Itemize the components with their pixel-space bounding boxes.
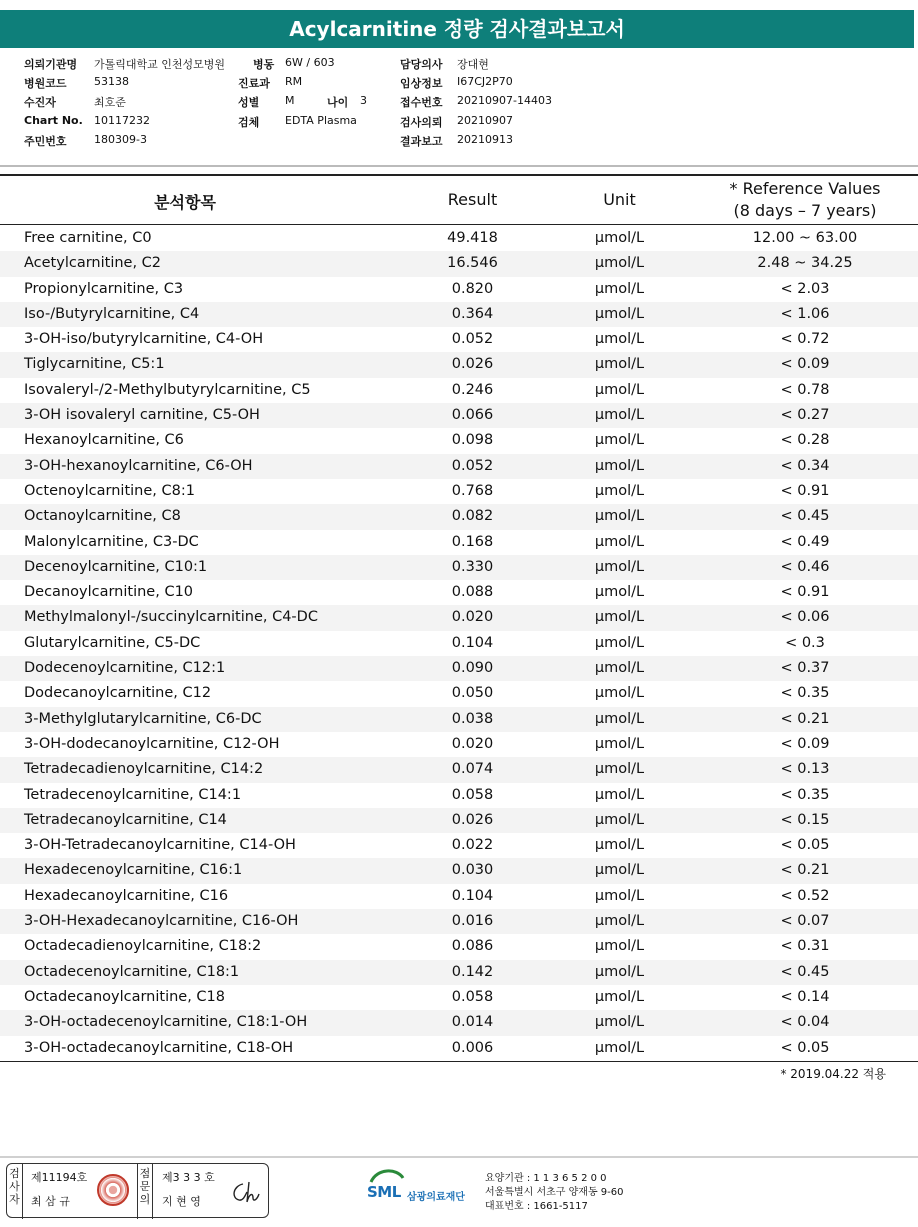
analyte-name: Iso-/Butyrylcarnitine, C4 <box>24 305 200 322</box>
unit-value: μmol/L <box>594 255 645 272</box>
reference-value: < 0.37 <box>780 660 830 677</box>
analyte-name: 3-OH isovaleryl carnitine, C5-OH <box>24 407 260 424</box>
unit-value: μmol/L <box>594 1039 645 1056</box>
results-table-header <box>0 176 918 224</box>
patient-info-section <box>0 56 918 164</box>
table-row <box>0 555 918 580</box>
reference-value: < 0.72 <box>780 331 830 348</box>
analyte-name: Octenoylcarnitine, C8:1 <box>24 482 195 499</box>
analyte-name: Isovaleryl-/2-Methylbutyrylcarnitine, C5 <box>24 381 311 398</box>
institution-value: 가톨릭대학교 인천성모병원 <box>94 58 226 71</box>
analyte-name: 3-OH-octadecenoylcarnitine, C18:1-OH <box>24 1014 308 1031</box>
unit-value: μmol/L <box>594 1014 645 1031</box>
unit-value: μmol/L <box>594 913 645 930</box>
result-value: 0.030 <box>451 862 494 879</box>
analyte-name: Octanoylcarnitine, C8 <box>24 508 181 525</box>
table-row <box>0 251 918 276</box>
unit-value: μmol/L <box>594 634 645 651</box>
footnote: * 2019.04.22 적용 <box>780 1067 886 1081</box>
specimen-label: 검체 <box>238 116 260 129</box>
resident-id-label: 주민번호 <box>24 135 67 148</box>
analyte-name: Tetradecenoylcarnitine, C14:1 <box>24 786 242 803</box>
result-value: 0.020 <box>451 735 494 752</box>
info-row <box>0 133 918 151</box>
table-row <box>0 909 918 934</box>
table-row <box>0 605 918 630</box>
result-value: 0.330 <box>451 558 494 575</box>
unit-value: μmol/L <box>594 609 645 626</box>
reference-value: < 0.09 <box>780 735 830 752</box>
result-value: 0.104 <box>451 887 494 904</box>
table-row <box>0 631 918 656</box>
table-row <box>0 960 918 985</box>
result-value: 0.082 <box>451 508 494 525</box>
table-row <box>0 352 918 377</box>
results-table-body <box>0 226 918 1061</box>
analyte-name: Tetradecanoylcarnitine, C14 <box>24 811 227 828</box>
reference-value: < 0.05 <box>780 1039 830 1056</box>
unit-value: μmol/L <box>594 963 645 980</box>
table-row <box>0 428 918 453</box>
reviewer-label: 점문의 <box>137 1164 153 1219</box>
result-value: 0.168 <box>451 533 494 550</box>
reference-value: < 0.13 <box>780 761 830 778</box>
table-row <box>0 302 918 327</box>
age-label: 나이 <box>327 96 349 109</box>
official-seal <box>97 1174 129 1206</box>
reference-value: < 0.05 <box>780 837 830 854</box>
clinical-info-label: 임상정보 <box>400 77 443 90</box>
unit-value: μmol/L <box>594 761 645 778</box>
table-row <box>0 277 918 302</box>
table-row <box>0 757 918 782</box>
analyte-name: 3-OH-Hexadecanoylcarnitine, C16-OH <box>24 913 299 930</box>
header-rule <box>0 224 918 225</box>
result-value: 0.020 <box>451 609 494 626</box>
signature-box <box>6 1163 269 1218</box>
table-row <box>0 530 918 555</box>
analyte-name: 3-Methylglutarylcarnitine, C6-DC <box>24 710 262 727</box>
department-value: RM <box>285 75 303 88</box>
unit-value: μmol/L <box>594 356 645 373</box>
result-value: 0.088 <box>451 584 494 601</box>
reference-value: < 0.07 <box>780 913 830 930</box>
reference-value: < 0.35 <box>780 685 830 702</box>
analyte-name: Malonylcarnitine, C3-DC <box>24 533 199 550</box>
unit-value: μmol/L <box>594 988 645 1005</box>
report-date-value: 20210913 <box>457 133 513 146</box>
lab-contact <box>485 1172 624 1214</box>
analyte-name: 3-OH-iso/butyrylcarnitine, C4-OH <box>24 331 264 348</box>
lab-name: 삼광의료재단 <box>407 1192 465 1203</box>
table-row <box>0 833 918 858</box>
reference-value: < 0.78 <box>780 381 830 398</box>
report-date-label: 결과보고 <box>400 135 443 148</box>
analyte-name: Tiglycarnitine, C5:1 <box>24 356 165 373</box>
table-row <box>0 1010 918 1035</box>
info-row <box>0 94 918 112</box>
table-row <box>0 454 918 479</box>
unit-value: μmol/L <box>594 887 645 904</box>
reference-value: < 0.52 <box>780 887 830 904</box>
result-value: 0.058 <box>451 988 494 1005</box>
reviewer-info <box>162 1166 215 1214</box>
chart-value: 10117232 <box>94 114 150 127</box>
result-value: 0.098 <box>451 432 494 449</box>
header-reference-line1: * Reference Values <box>729 179 881 198</box>
result-value: 0.246 <box>451 381 494 398</box>
reference-value: < 0.31 <box>780 938 830 955</box>
reference-value: < 1.06 <box>780 305 830 322</box>
unit-value: μmol/L <box>594 305 645 322</box>
table-row <box>0 783 918 808</box>
result-value: 16.546 <box>447 255 498 272</box>
institution-label: 의뢰기관명 <box>24 58 78 71</box>
analyte-name: 3-OH-octadecanoylcarnitine, C18-OH <box>24 1039 294 1056</box>
analyte-name: Decenoylcarnitine, C10:1 <box>24 558 208 575</box>
ward-label: 병동 <box>253 58 275 71</box>
receipt-value: 20210907-14403 <box>457 94 552 107</box>
unit-value: μmol/L <box>594 710 645 727</box>
result-value: 0.038 <box>451 710 494 727</box>
examiner-label: 검사자 <box>7 1164 23 1219</box>
table-row <box>0 1036 918 1061</box>
unit-value: μmol/L <box>594 457 645 474</box>
reference-value: < 0.15 <box>780 811 830 828</box>
receipt-label: 접수번호 <box>400 96 443 109</box>
unit-value: μmol/L <box>594 230 645 246</box>
analyte-name: Octadecanoylcarnitine, C18 <box>24 988 226 1005</box>
reference-value: < 0.3 <box>785 634 825 651</box>
table-row <box>0 732 918 757</box>
clinical-info-value: I67CJ2P70 <box>457 75 513 88</box>
table-row <box>0 479 918 504</box>
result-value: 0.050 <box>451 685 494 702</box>
unit-value: μmol/L <box>594 533 645 550</box>
reference-value: < 0.49 <box>780 533 830 550</box>
header-unit: Unit <box>603 190 636 209</box>
analyte-name: Dodecenoylcarnitine, C12:1 <box>24 660 226 677</box>
unit-value: μmol/L <box>594 508 645 525</box>
age-value: 3 <box>360 94 367 107</box>
table-row <box>0 403 918 428</box>
result-value: 0.074 <box>451 761 494 778</box>
reference-value: < 0.34 <box>780 457 830 474</box>
table-row <box>0 884 918 909</box>
unit-value: μmol/L <box>594 837 645 854</box>
result-value: 0.104 <box>451 634 494 651</box>
header-item: 분석항목 <box>154 193 216 212</box>
reference-value: < 0.14 <box>780 988 830 1005</box>
result-value: 0.016 <box>451 913 494 930</box>
sml-logo-mark <box>367 1168 407 1184</box>
doctor-label: 담당의사 <box>400 58 443 71</box>
divider <box>0 165 918 167</box>
table-row <box>0 808 918 833</box>
examiner-license: 제11194호 <box>31 1171 88 1184</box>
care-institution-code: 요양기관 : 1 1 3 6 5 2 0 0 <box>485 1173 607 1184</box>
reference-value: < 0.28 <box>780 432 830 449</box>
reference-value: < 0.06 <box>780 609 830 626</box>
reference-value: < 0.21 <box>780 862 830 879</box>
result-value: 0.142 <box>451 963 494 980</box>
specimen-value: EDTA Plasma <box>285 114 357 127</box>
reference-value: < 0.45 <box>780 508 830 525</box>
recipient-value: 최호준 <box>94 96 126 109</box>
ward-value: 6W / 603 <box>285 56 335 69</box>
reviewer-license: 제3 3 3 호 <box>162 1171 215 1184</box>
result-value: 0.022 <box>451 837 494 854</box>
unit-value: μmol/L <box>594 811 645 828</box>
examiner-name: 최 삼 규 <box>31 1195 70 1208</box>
result-value: 0.768 <box>451 482 494 499</box>
result-value: 0.086 <box>451 938 494 955</box>
header-result: Result <box>447 190 498 209</box>
unit-value: μmol/L <box>594 862 645 879</box>
reference-value: < 0.04 <box>780 1014 830 1031</box>
reference-value: 2.48 ~ 34.25 <box>757 255 853 272</box>
reference-value: < 0.45 <box>780 963 830 980</box>
result-value: 0.058 <box>451 786 494 803</box>
unit-value: μmol/L <box>594 482 645 499</box>
unit-value: μmol/L <box>594 558 645 575</box>
recipient-label: 수진자 <box>24 96 56 109</box>
unit-value: μmol/L <box>594 584 645 601</box>
header-reference-line2: (8 days – 7 years) <box>733 201 877 220</box>
result-value: 0.820 <box>451 280 494 297</box>
info-row <box>0 56 918 74</box>
table-row <box>0 985 918 1010</box>
result-value: 0.014 <box>451 1014 494 1031</box>
result-value: 0.026 <box>451 356 494 373</box>
reviewer-name: 지 현 영 <box>162 1195 201 1208</box>
header-reference <box>690 178 918 222</box>
unit-value: μmol/L <box>594 685 645 702</box>
footer-divider <box>0 1156 918 1158</box>
analyte-name: Octadecadienoylcarnitine, C18:2 <box>24 938 262 955</box>
unit-value: μmol/L <box>594 331 645 348</box>
table-row <box>0 681 918 706</box>
analyte-name: Acetylcarnitine, C2 <box>24 255 162 272</box>
sml-logo-text: SML <box>367 1183 401 1201</box>
info-row <box>0 75 918 93</box>
table-row <box>0 226 918 251</box>
handwritten-signature <box>229 1180 265 1206</box>
unit-value: μmol/L <box>594 786 645 803</box>
reference-value: < 0.21 <box>780 710 830 727</box>
unit-value: μmol/L <box>594 432 645 449</box>
analyte-name: Tetradecadienoylcarnitine, C14:2 <box>24 761 264 778</box>
result-value: 0.066 <box>451 407 494 424</box>
reference-value: < 0.27 <box>780 407 830 424</box>
unit-value: μmol/L <box>594 735 645 752</box>
analyte-name: Hexanoylcarnitine, C6 <box>24 432 184 449</box>
hospital-code-value: 53138 <box>94 75 129 88</box>
table-row <box>0 327 918 352</box>
sml-logo <box>367 1168 477 1212</box>
table-row <box>0 858 918 883</box>
lab-phone: 대표번호 : 1661-5117 <box>485 1201 588 1212</box>
lab-address: 서울특별시 서초구 양재동 9-60 <box>485 1187 624 1198</box>
hospital-code-label: 병원코드 <box>24 77 67 90</box>
unit-value: μmol/L <box>594 660 645 677</box>
unit-value: μmol/L <box>594 938 645 955</box>
analyte-name: Dodecanoylcarnitine, C12 <box>24 685 212 702</box>
reference-value: < 0.09 <box>780 356 830 373</box>
sex-value: M <box>285 94 295 107</box>
sex-label: 성별 <box>238 96 260 109</box>
reference-value: < 0.35 <box>780 786 830 803</box>
request-date-label: 검사의뢰 <box>400 116 443 129</box>
result-value: 0.052 <box>451 457 494 474</box>
report-title: Acylcarnitine 정량 검사결과보고서 <box>0 10 914 48</box>
reference-value: < 0.91 <box>780 482 830 499</box>
table-row <box>0 504 918 529</box>
result-value: 0.364 <box>451 305 494 322</box>
reference-value: 12.00 ~ 63.00 <box>752 230 858 246</box>
unit-value: μmol/L <box>594 381 645 398</box>
info-row <box>0 114 918 132</box>
analyte-name: Methylmalonyl-/succinylcarnitine, C4-DC <box>24 609 318 626</box>
table-row <box>0 707 918 732</box>
result-value: 0.006 <box>451 1039 494 1056</box>
analyte-name: Propionylcarnitine, C3 <box>24 280 184 297</box>
result-value: 0.026 <box>451 811 494 828</box>
doctor-value: 장대현 <box>457 58 489 71</box>
examiner-info <box>31 1166 87 1214</box>
department-label: 진료과 <box>238 77 270 90</box>
analyte-name: Glutarylcarnitine, C5-DC <box>24 634 201 651</box>
result-value: 0.052 <box>451 331 494 348</box>
reference-value: < 0.46 <box>780 558 830 575</box>
analyte-name: Octadecenoylcarnitine, C18:1 <box>24 963 240 980</box>
resident-id-value: 180309-3 <box>94 133 147 146</box>
table-row <box>0 934 918 959</box>
chart-label: Chart No. <box>24 114 83 127</box>
analyte-name: Hexadecanoylcarnitine, C16 <box>24 887 229 904</box>
unit-value: μmol/L <box>594 280 645 297</box>
table-row <box>0 580 918 605</box>
analyte-name: Decanoylcarnitine, C10 <box>24 584 194 601</box>
result-value: 0.090 <box>451 660 494 677</box>
analyte-name: Free carnitine, C0 <box>24 230 152 246</box>
reference-value: < 2.03 <box>780 280 830 297</box>
analyte-name: 3-OH-Tetradecanoylcarnitine, C14-OH <box>24 837 296 854</box>
request-date-value: 20210907 <box>457 114 513 127</box>
unit-value: μmol/L <box>594 407 645 424</box>
table-bottom-rule <box>0 1061 918 1062</box>
analyte-name: 3-OH-dodecanoylcarnitine, C12-OH <box>24 735 280 752</box>
table-row <box>0 378 918 403</box>
result-value: 49.418 <box>447 230 498 246</box>
analyte-name: 3-OH-hexanoylcarnitine, C6-OH <box>24 457 253 474</box>
reference-value: < 0.91 <box>780 584 830 601</box>
table-row <box>0 656 918 681</box>
analyte-name: Hexadecenoylcarnitine, C16:1 <box>24 862 243 879</box>
